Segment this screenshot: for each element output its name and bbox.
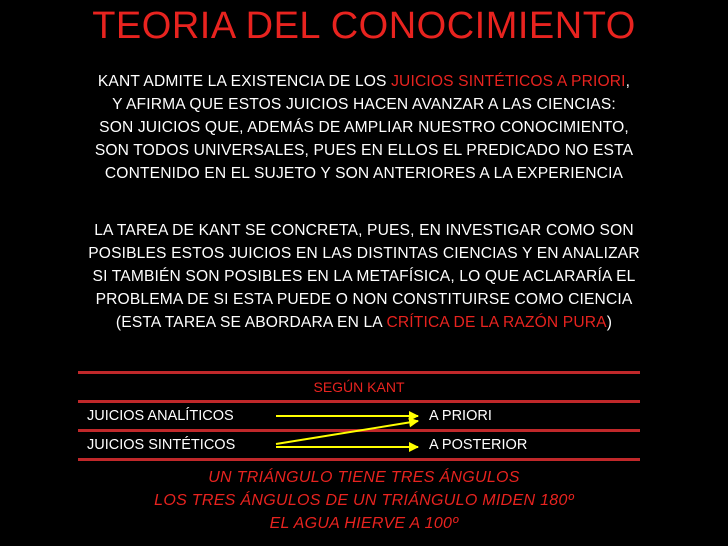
row-analytic-judgments: JUICIOS ANALÍTICOS [87, 408, 234, 424]
paragraph1-line1-punct: , [625, 73, 631, 90]
row-a-priori: A PRIORI [429, 408, 492, 424]
paragraph2-line4: PROBLEMA DE SI ESTA PUEDE O NON CONSTITUIRSE COMO CIENCIA [95, 291, 633, 308]
table-header: SEGÚN KANT [78, 371, 640, 400]
table-row [78, 400, 640, 429]
paragraph1-line5: CONTENIDO EN EL SUJETO Y SON ANTERIORES A LA EXPERIENCIA [104, 165, 624, 182]
row-synthetic-judgments: JUICIOS SINTÉTICOS [87, 437, 236, 453]
highlight-critique-pure-reason: CRÍTICA DE LA RAZÓN PURA [386, 314, 607, 331]
paragraph2-line2: POSIBLES ESTOS JUICIOS EN LAS DISTINTAS CIENCIAS Y EN ANALIZAR [88, 245, 640, 262]
example-triangle-angles: UN TRIÁNGULO TIENE TRES ÁNGULOS [208, 469, 520, 486]
paragraph-kant-synthetic-a-priori [4, 70, 724, 185]
example-triangle-180: LOS TRES ÁNGULOS DE UN TRIÁNGULO MIDEN 180º [154, 492, 574, 509]
judgments-table [78, 371, 640, 461]
paragraph2-line3: SI TAMBIÉN SON POSIBLES EN LA METAFÍSICA, LO QUE ACLARARÍA EL [92, 268, 636, 285]
judgment-examples [0, 466, 728, 535]
paragraph2-line5-text: (ESTA TAREA SE ABORDARA EN LA [115, 314, 387, 331]
paragraph1-line1-text: KANT ADMITE LA EXISTENCIA DE LOS [97, 73, 392, 90]
paragraph1-line1 [4, 70, 724, 93]
paragraph2-line1: LA TAREA DE KANT SE CONCRETA, PUES, EN INVESTIGAR COMO SON [94, 222, 634, 239]
paragraph1-line3: SON JUICIOS QUE, ADEMÁS DE AMPLIAR NUESTRO CONOCIMIENTO, [99, 119, 629, 136]
paragraph1-line4: SON TODOS UNIVERSALES, PUES EN ELLOS EL PREDICADO NO ESTA [94, 142, 634, 159]
paragraph2-line5-punct: ) [606, 314, 613, 331]
paragraph-kant-task [4, 219, 724, 334]
paragraph2-line5 [4, 311, 724, 334]
highlight-synthetic-a-priori: JUICIOS SINTÉTICOS A PRIORI [391, 73, 626, 90]
table-row [78, 429, 640, 458]
slide-title: TEORIA DEL CONOCIMIENTO [92, 5, 636, 47]
row-a-posterior: A POSTERIOR [429, 437, 528, 453]
example-water-boils: EL AGUA HIERVE A 100º [269, 515, 459, 532]
paragraph1-line2: Y AFIRMA QUE ESTOS JUICIOS HACEN AVANZAR A LAS CIENCIAS: [112, 96, 616, 113]
